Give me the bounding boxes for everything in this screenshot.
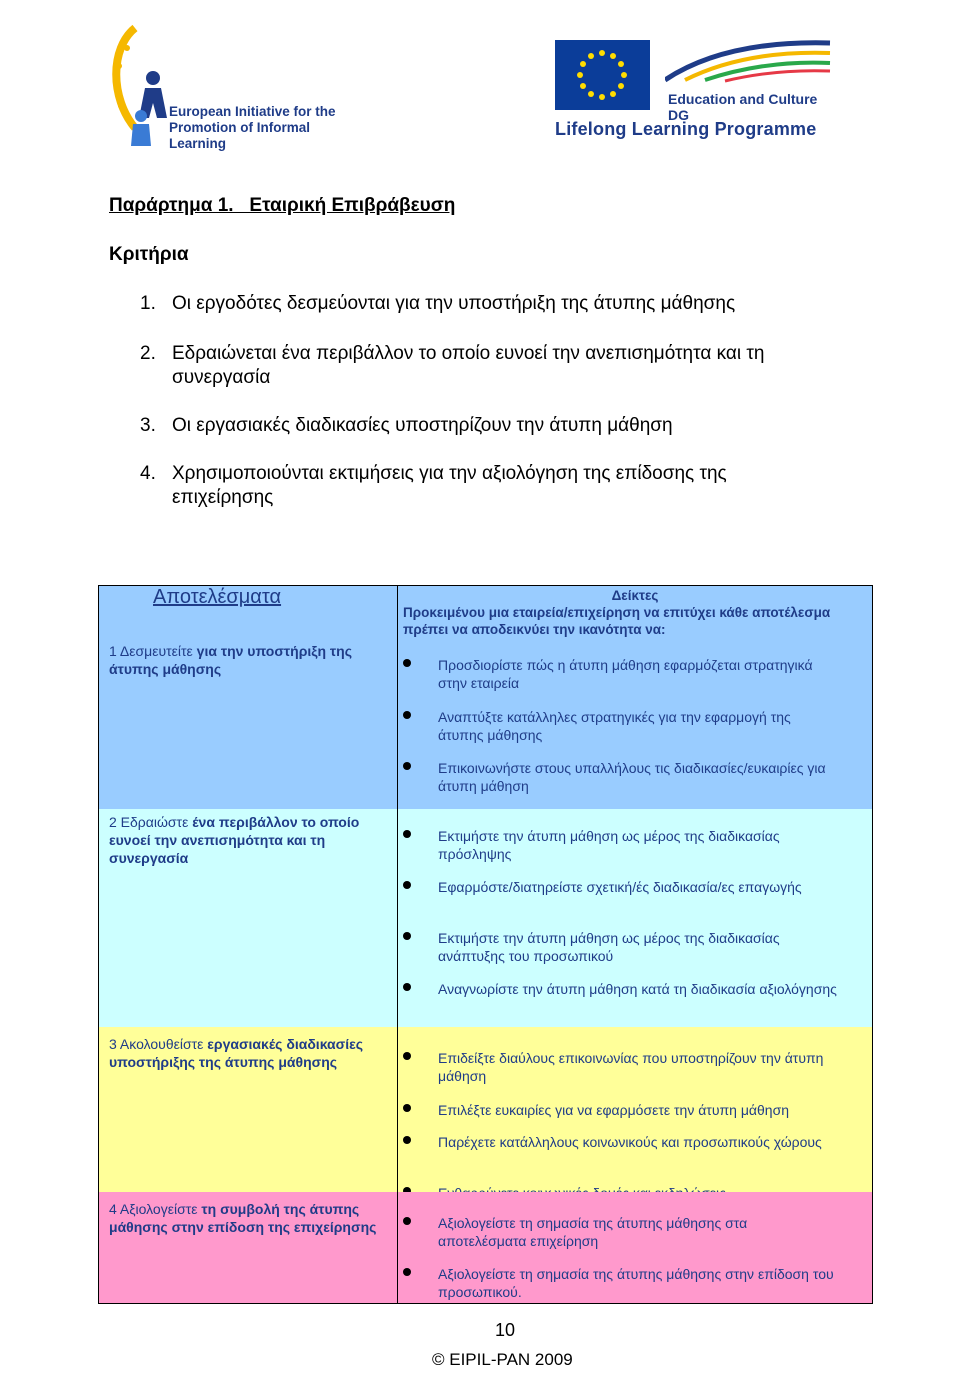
programme-swoosh-icon bbox=[665, 35, 835, 85]
bullet-icon bbox=[403, 1104, 411, 1112]
bullet-icon bbox=[403, 983, 411, 991]
indicator-text: Επιλέξτε ευκαιρίες για να εφαρμόσετε την άτυπη μάθηση bbox=[438, 1102, 789, 1118]
indicator-item bbox=[438, 929, 838, 965]
indicator-text: Επιδείξτε διαύλους επικοινωνίας που υποστηρίζουν την άτυπη μάθηση bbox=[438, 1050, 824, 1084]
bullet-icon bbox=[403, 1268, 411, 1276]
annex-title: Παράρτημα 1. Εταιρική Επιβράβευση bbox=[109, 195, 456, 216]
indicator-text: Εφαρμόστε/διατηρείστε σχετική/ές διαδικασία/ες επαγωγής bbox=[438, 879, 802, 895]
education-culture-dg-text: Education and Culture DG bbox=[668, 91, 818, 123]
indicator-item bbox=[438, 878, 838, 896]
outcome-emphasis: ένα περιβάλλον το οποίο ευνοεί την ανεπισημότητα και τη συνεργασία bbox=[109, 814, 360, 866]
lifelong-learning-logo bbox=[555, 35, 835, 145]
bullet-icon bbox=[403, 830, 411, 838]
outcome-label: 4 Αξιολογείστε bbox=[109, 1201, 202, 1217]
indicator-text: Εκτιμήστε την άτυπη μάθηση ως μέρος της διαδικασίας πρόσληψης bbox=[438, 828, 780, 862]
indicator-item bbox=[438, 827, 838, 863]
bullet-icon bbox=[403, 1052, 411, 1060]
indicator-item bbox=[438, 656, 838, 692]
outcome-emphasis: τη συμβολή της άτυπης μάθησης στην επίδοση της επιχείρησης bbox=[109, 1201, 377, 1235]
criterion-number: 3. bbox=[140, 415, 156, 436]
indicator-item bbox=[438, 759, 838, 795]
indicator-text: Αξιολογείστε τη σημασία της άτυπης μάθησης στα αποτελέσματα επιχείρηση bbox=[438, 1215, 748, 1249]
outcome-text bbox=[109, 1035, 389, 1071]
bullet-icon bbox=[403, 711, 411, 719]
criteria-heading: Κριτήρια bbox=[109, 244, 189, 265]
bullet-icon bbox=[403, 881, 411, 889]
bullet-icon bbox=[403, 659, 411, 667]
indicators-header: Δείκτες bbox=[611, 588, 659, 603]
indicator-item bbox=[438, 1265, 838, 1301]
outcome-emphasis: για την υποστήριξη της άτυπης μάθησης bbox=[109, 643, 353, 677]
bullet-icon bbox=[403, 932, 411, 940]
criterion-text: Χρησιμοποιούνται εκτιμήσεις για την αξιολόγηση της επίδοσης της επιχείρησης bbox=[172, 463, 727, 508]
table-row bbox=[99, 586, 872, 809]
outcome-emphasis: εργασιακές διαδικασίες υποστήριξης της άτυπης μάθησης bbox=[109, 1036, 364, 1070]
criterion-number: 1. bbox=[140, 293, 156, 314]
criterion-text: Εδραιώνεται ένα περιβάλλον το οποίο ευνοεί την ανεπισημότητα και τη συνεργασία bbox=[172, 343, 765, 388]
page-number: 10 bbox=[495, 1320, 516, 1340]
bullet-icon bbox=[403, 762, 411, 770]
indicator-text: Αναγνωρίστε την άτυπη μάθηση κατά τη διαδικασία αξιολόγησης bbox=[438, 981, 837, 997]
bullet-icon bbox=[403, 1217, 411, 1225]
outcomes-indicators-table bbox=[98, 585, 873, 1304]
indicator-item bbox=[438, 1049, 838, 1085]
outcome-label: 2 Εδραιώστε bbox=[109, 814, 193, 830]
indicator-item bbox=[438, 1101, 838, 1119]
eu-flag-icon bbox=[555, 40, 650, 110]
outcome-label: 3 Ακολουθείστε bbox=[109, 1036, 208, 1052]
table-row bbox=[99, 809, 872, 1027]
outcome-text bbox=[109, 642, 389, 678]
bullet-icon bbox=[403, 1136, 411, 1144]
outcome-text bbox=[109, 1200, 389, 1236]
indicators-subheader: Προκειμένου μια εταιρεία/επιχείρηση να επιτύχει κάθε αποτέλεσμα πρέπει να αποδεικνύει την ικανότητα να: bbox=[403, 605, 831, 637]
criterion-text: Οι εργασιακές διαδικασίες υποστηρίζουν την άτυπη μάθηση bbox=[172, 415, 673, 436]
indicator-text: Εκτιμήστε την άτυπη μάθηση ως μέρος της διαδικασίας ανάπτυξης του προσωπικού bbox=[438, 930, 780, 964]
indicator-item bbox=[438, 980, 838, 998]
eipil-logo-text: European Initiative for the Promotion of Informal Learning bbox=[169, 104, 336, 151]
criterion-number: 2. bbox=[140, 343, 156, 364]
indicator-item bbox=[438, 1214, 838, 1250]
table-row bbox=[99, 1027, 872, 1192]
indicator-text: Αξιολογείστε τη σημασία της άτυπης μάθησης στην επίδοση του προσωπικού. bbox=[438, 1266, 834, 1300]
criterion-text: Οι εργοδότες δεσμεύονται για την υποστήριξη της άτυπης μάθησης bbox=[172, 293, 736, 314]
criterion-number: 4. bbox=[140, 463, 156, 484]
indicator-text: Παρέχετε κατάλληλους κοινωνικούς και προσωπικούς χώρους bbox=[438, 1134, 822, 1150]
outcome-text bbox=[109, 813, 389, 867]
indicator-text: Αναπτύξτε κατάλληλες στρατηγικές για την εφαρμογή της άτυπης μάθησης bbox=[438, 709, 791, 743]
indicator-item bbox=[438, 708, 838, 744]
lifelong-learning-programme-text: Lifelong Learning Programme bbox=[555, 119, 817, 139]
table-row bbox=[99, 1192, 872, 1303]
results-header: Αποτελέσματα bbox=[153, 586, 282, 608]
eipil-logo bbox=[105, 18, 345, 151]
outcome-label: 1 Δεσμευτείτε bbox=[109, 643, 197, 659]
indicator-item bbox=[438, 1133, 838, 1151]
copyright-footer: © EIPIL-PAN 2009 bbox=[432, 1350, 573, 1369]
indicator-text: Προσδιορίστε πώς η άτυπη μάθηση εφαρμόζεται στρατηγικά στην εταιρεία bbox=[438, 657, 813, 691]
indicator-text: Επικοινωνήστε στους υπαλλήλους τις διαδικασίες/ευκαιρίες για άτυπη μάθηση bbox=[438, 760, 826, 794]
